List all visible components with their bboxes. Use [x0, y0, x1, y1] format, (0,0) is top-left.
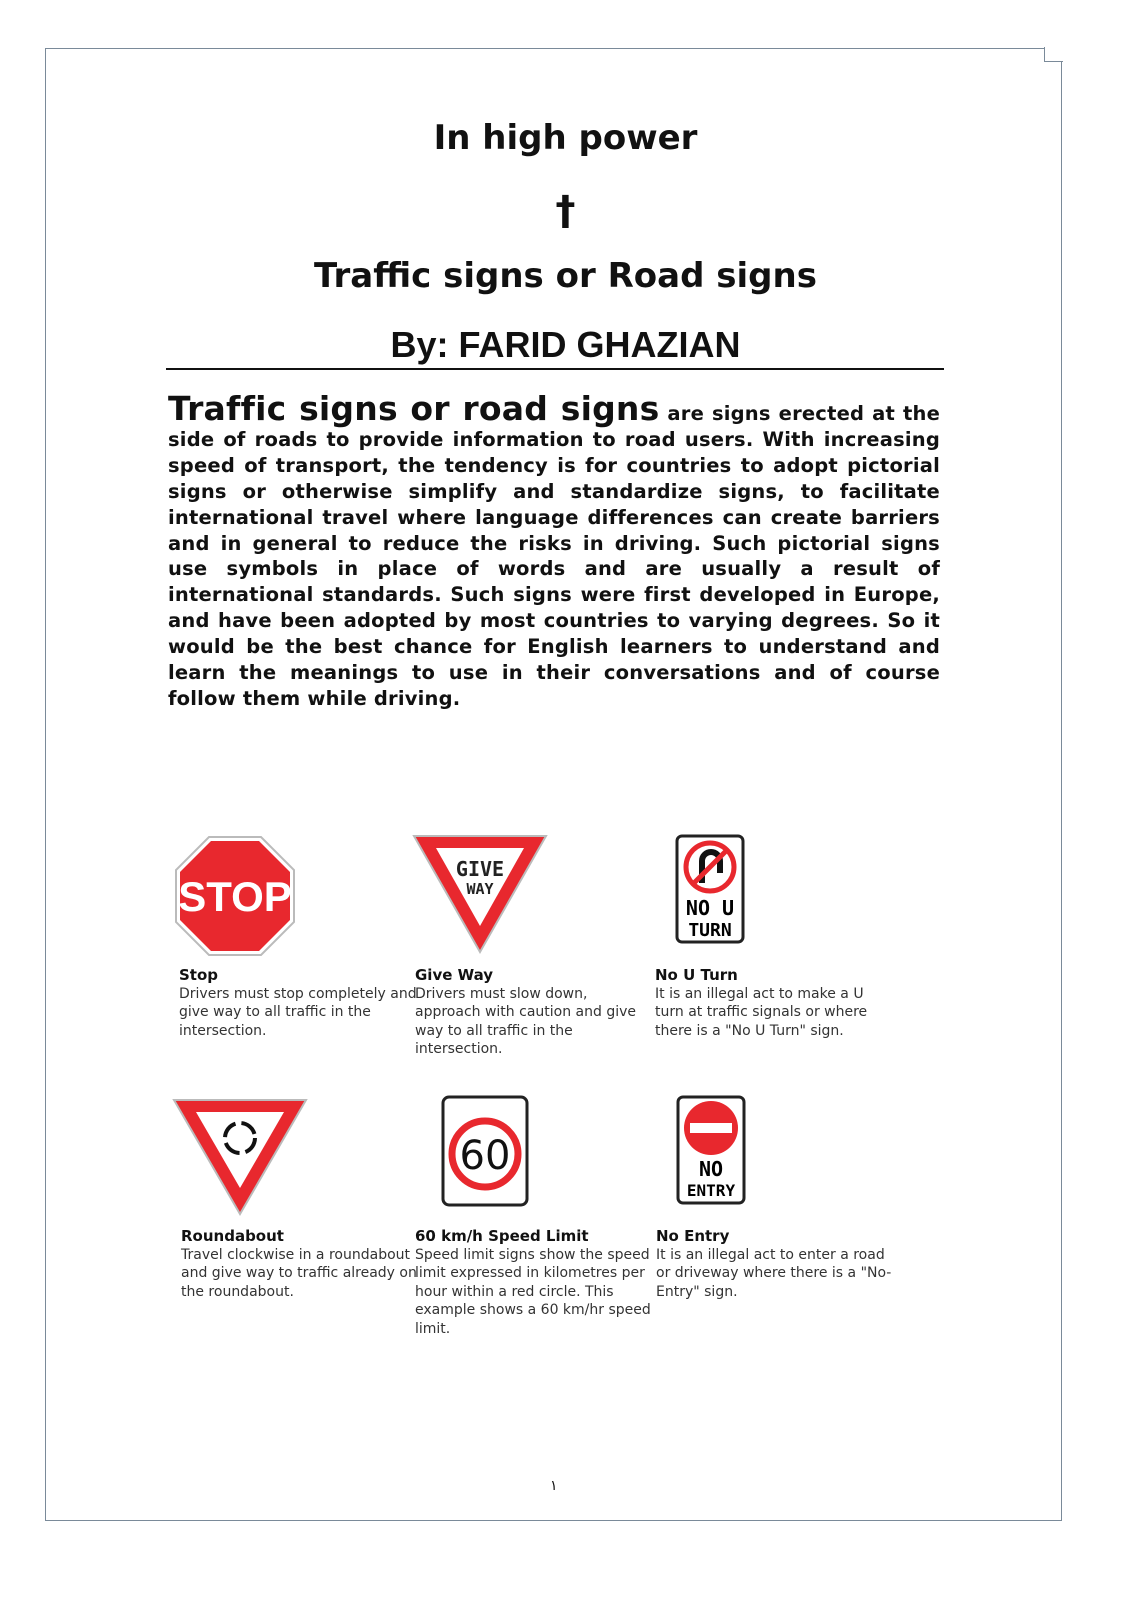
sign-caption-no-u-turn: [655, 966, 895, 1040]
sign-caption-roundabout: [181, 1227, 421, 1301]
sign-desc: Drivers must slow down, approach with caution and give way to all traffic in the intersection.: [415, 985, 636, 1057]
give-text: GIVE: [455, 857, 505, 881]
sign-name: 60 km/h Speed Limit: [415, 1227, 589, 1245]
sign-desc: Travel clockwise in a roundabout and give way to traffic already on the roundabout.: [181, 1246, 417, 1300]
header-title: In high power: [433, 118, 698, 158]
intro-lead: Traffic signs or road signs: [168, 389, 660, 428]
speed-limit-60-sign-icon: [440, 1094, 532, 1210]
cross-symbol: †: [555, 188, 576, 234]
no-text: NO: [698, 1157, 724, 1181]
author: By: FARID GHAZIAN: [390, 324, 741, 365]
give-way-sign-icon: [410, 832, 550, 956]
entry-text: ENTRY: [686, 1181, 736, 1200]
sign-desc: Drivers must stop completely and give way to all traffic in the intersection.: [179, 985, 417, 1039]
sign-name: Stop: [179, 966, 219, 984]
no-entry-sign-icon: [675, 1094, 749, 1208]
page-number: ١: [550, 1478, 558, 1494]
no-u-turn-sign-icon: [674, 833, 748, 947]
sign-desc: Speed limit signs show the speed limit expressed in kilometres per hour within a red circle. This example shows a 60 km/hr speed limit.: [415, 1246, 651, 1337]
sign-caption-no-entry: [656, 1227, 896, 1301]
no-u-text: NO U: [685, 896, 735, 920]
sign-desc: It is an illegal act to enter a road or driveway where there is a "No-Entry" sign.: [656, 1246, 892, 1300]
sign-name: Roundabout: [181, 1227, 284, 1245]
sign-name: No Entry: [656, 1227, 730, 1245]
stop-sign-icon: [172, 833, 298, 959]
sign-name: Give Way: [415, 966, 494, 984]
title-rule: [166, 368, 944, 370]
speed-text: 60: [459, 1133, 511, 1179]
intro-body: are signs erected at the side of roads to provide information to road users. With increasing speed of transport, the tendency is for countries to adopt pictorial signs or otherwise simplify and standardize signs, to facilitate international travel where language differences can create barriers and in general to reduce the risks in driving. Such pictorial signs use symbols in place of words and are usually a result of international standards. Such signs were first developed in Europe, and have been adopted by most countries to varying degrees. So it would be the best chance for English learners to understand and learn the meanings to use in their conversations and of course follow them while driving.: [168, 402, 940, 710]
way-text: WAY: [466, 880, 494, 898]
stop-sign-text: STOP: [178, 873, 292, 920]
page-fold: [1044, 47, 1063, 62]
sign-caption-stop: [179, 966, 419, 1040]
sign-name: No U Turn: [655, 966, 738, 984]
sign-desc: It is an illegal act to make a U turn at traffic signals or where there is a "No U Turn" sign.: [655, 985, 868, 1039]
document-title: Traffic signs or Road signs: [314, 256, 817, 296]
sign-caption-give-way: [415, 966, 655, 1059]
turn-text: TURN: [688, 920, 732, 941]
intro-paragraph: [168, 389, 940, 712]
roundabout-sign-icon: [170, 1096, 310, 1218]
sign-caption-speed-limit: [415, 1227, 655, 1338]
